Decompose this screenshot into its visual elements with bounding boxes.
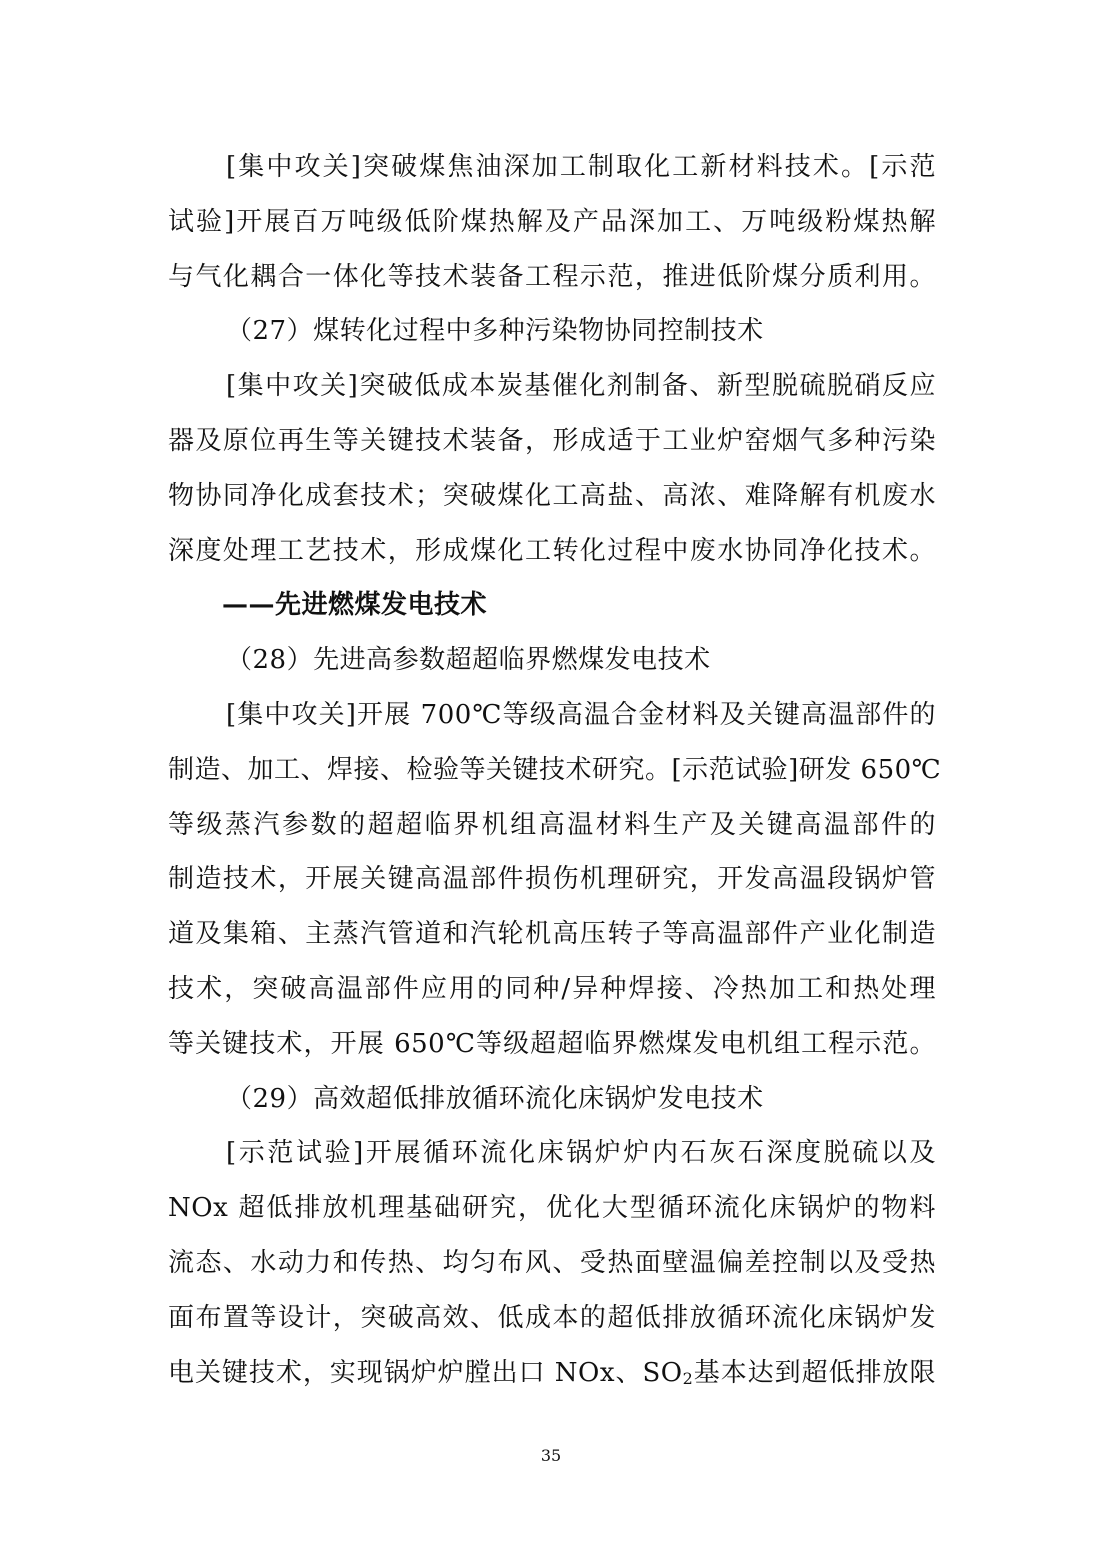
paragraph-line: 试验]开展百万吨级低阶煤热解及产品深加工、万吨级粉煤热解 [168, 206, 936, 237]
paragraph-line: 技术，突破高温部件应用的同种/异种焊接、冷热加工和热处理 [168, 973, 936, 1004]
paragraph-line: 制造技术，开展关键高温部件损伤机理研究，开发高温段锅炉管 [168, 864, 936, 895]
subsection-heading-29: （29）高效超低排放循环流化床锅炉发电技术 [226, 1083, 764, 1114]
line-text-before-subscript: 电关键技术，实现锅炉炉膛出口 NOx、SO [168, 1357, 683, 1388]
section-heading: ——先进燃煤发电技术 [222, 590, 488, 621]
paragraph-line: [集中攻关]突破煤焦油深加工制取化工新材料技术。[示范 [226, 152, 936, 182]
paragraph-line: 面布置等设计，突破高效、低成本的超低排放循环流化床锅炉发 [168, 1302, 936, 1333]
paragraph-line: 制造、加工、焊接、检验等关键技术研究。[示范试验]研发 650℃ [168, 754, 942, 785]
paragraph-line: [示范试验]开展循环流化床锅炉炉内石灰石深度脱硫以及 [226, 1138, 936, 1169]
subscript-2: 2 [682, 1368, 694, 1388]
subsection-heading-28: （28）先进高参数超超临界燃煤发电技术 [226, 645, 711, 676]
paragraph-line: [集中攻关]开展 700℃等级高温合金材料及关键高温部件的 [226, 699, 936, 730]
paragraph-line: 等级蒸汽参数的超超临界机组高温材料生产及关键高温部件的 [168, 809, 936, 840]
paragraph-line: 流态、水动力和传热、均匀布风、受热面壁温偏差控制以及受热 [168, 1247, 936, 1278]
paragraph-line: 物协同净化成套技术；突破煤化工高盐、高浓、难降解有机废水 [168, 480, 936, 511]
paragraph-line: 器及原位再生等关键技术装备，形成适于工业炉窑烟气多种污染 [168, 425, 936, 456]
subsection-heading-27: （27）煤转化过程中多种污染物协同控制技术 [226, 316, 764, 347]
page-number: 35 [540, 1446, 562, 1465]
paragraph-line: 道及集箱、主蒸汽管道和汽轮机高压转子等高温部件产业化制造 [168, 919, 936, 950]
paragraph-line-last [168, 1346, 936, 1401]
paragraph-line: 与气化耦合一体化等技术装备工程示范，推进低阶煤分质利用。 [168, 261, 936, 292]
paragraph-line: NOx 超低排放机理基础研究，优化大型循环流化床锅炉的物料 [168, 1193, 936, 1224]
paragraph-line: [集中攻关]突破低成本炭基催化剂制备、新型脱硫脱硝反应 [226, 371, 936, 402]
paragraph-line: 深度处理工艺技术，形成煤化工转化过程中废水协同净化技术。 [168, 535, 936, 566]
paragraph-line: 等关键技术，开展 650℃等级超超临界燃煤发电机组工程示范。 [168, 1028, 936, 1059]
line-text-after-subscript: 基本达到超低排放限 [693, 1357, 936, 1388]
body-text [168, 140, 942, 1400]
